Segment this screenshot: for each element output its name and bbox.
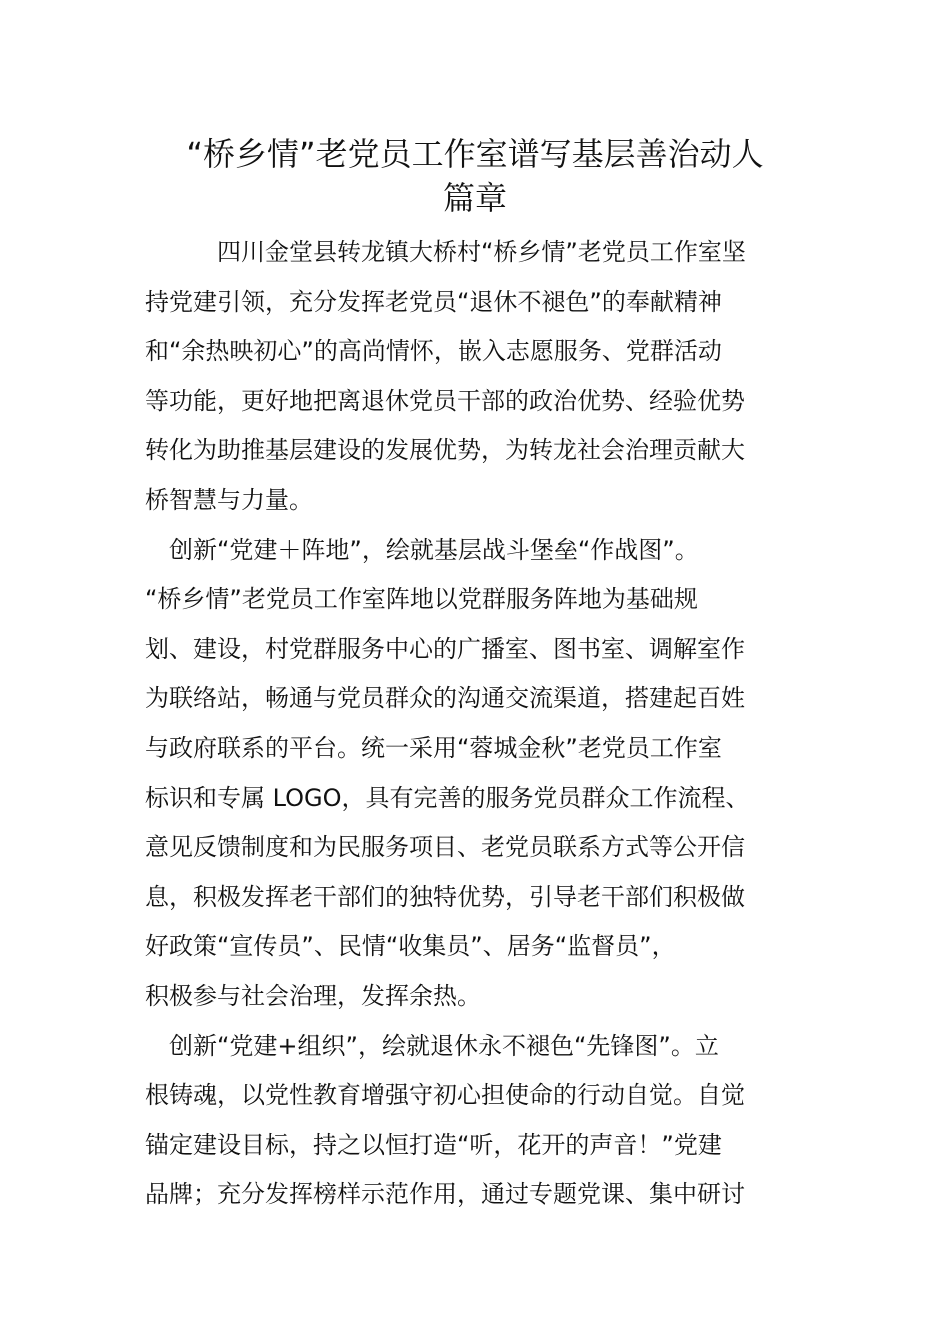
document-body <box>145 228 825 1220</box>
body-line: 等功能，更好地把离退休党员干部的政治优势、经验优势 <box>145 386 745 415</box>
body-line: 积极参与社会治理，发挥余热。 <box>145 981 481 1010</box>
body-line: 划、建设，村党群服务中心的广播室、图书室、调解室作 <box>145 634 745 663</box>
body-line: 转化为助推基层建设的发展优势，为转龙社会治理贡献大 <box>145 436 745 465</box>
body-line: 标识和专属 LOGO，具有完善的服务党员群众工作流程、 <box>145 783 750 812</box>
body-line: 为联络站，畅通与党员群众的沟通交流渠道，搭建起百姓 <box>145 684 745 713</box>
document-title <box>120 132 830 220</box>
body-line: 意见反馈制度和为民服务项目、老党员联系方式等公开信 <box>145 833 745 862</box>
body-line: 与政府联系的平台。统一采用“蓉城金秋”老党员工作室 <box>145 733 722 762</box>
body-line: 创新“党建＋阵地”，绘就基层战斗堡垒“作战图”。 <box>145 535 699 564</box>
body-line: 锚定建设目标，持之以恒打造“听，花开的声音！”党建 <box>145 1130 722 1159</box>
body-line: 四川金堂县转龙镇大桥村“桥乡情”老党员工作室坚 <box>145 238 746 266</box>
body-line: “桥乡情”老党员工作室阵地以党群服务阵地为基础规 <box>145 585 698 614</box>
body-line: 根铸魂，以党性教育增强守初心担使命的行动自觉。自觉 <box>145 1081 745 1110</box>
body-line: 品牌；充分发挥榜样示范作用，通过专题党课、集中研讨 <box>145 1180 745 1209</box>
body-line: 息，积极发挥老干部们的独特优势，引导老干部们积极做 <box>145 882 745 911</box>
body-line: 桥智慧与力量。 <box>145 485 313 514</box>
title-line-2: 篇章 <box>442 179 507 217</box>
body-line: 和“余热映初心”的高尚情怀，嵌入志愿服务、党群活动 <box>145 337 722 366</box>
body-line: 创新“党建+组织”，绘就退休永不褪色“先锋图”。立 <box>145 1031 719 1060</box>
body-line: 持党建引领，充分发挥老党员“退休不褪色”的奉献精神 <box>145 287 722 316</box>
body-line: 好政策“宣传员”、民情“收集员”、居务“监督员”， <box>145 932 676 961</box>
title-line-1: “桥乡情”老党员工作室谱写基层善治动人 <box>186 135 764 173</box>
